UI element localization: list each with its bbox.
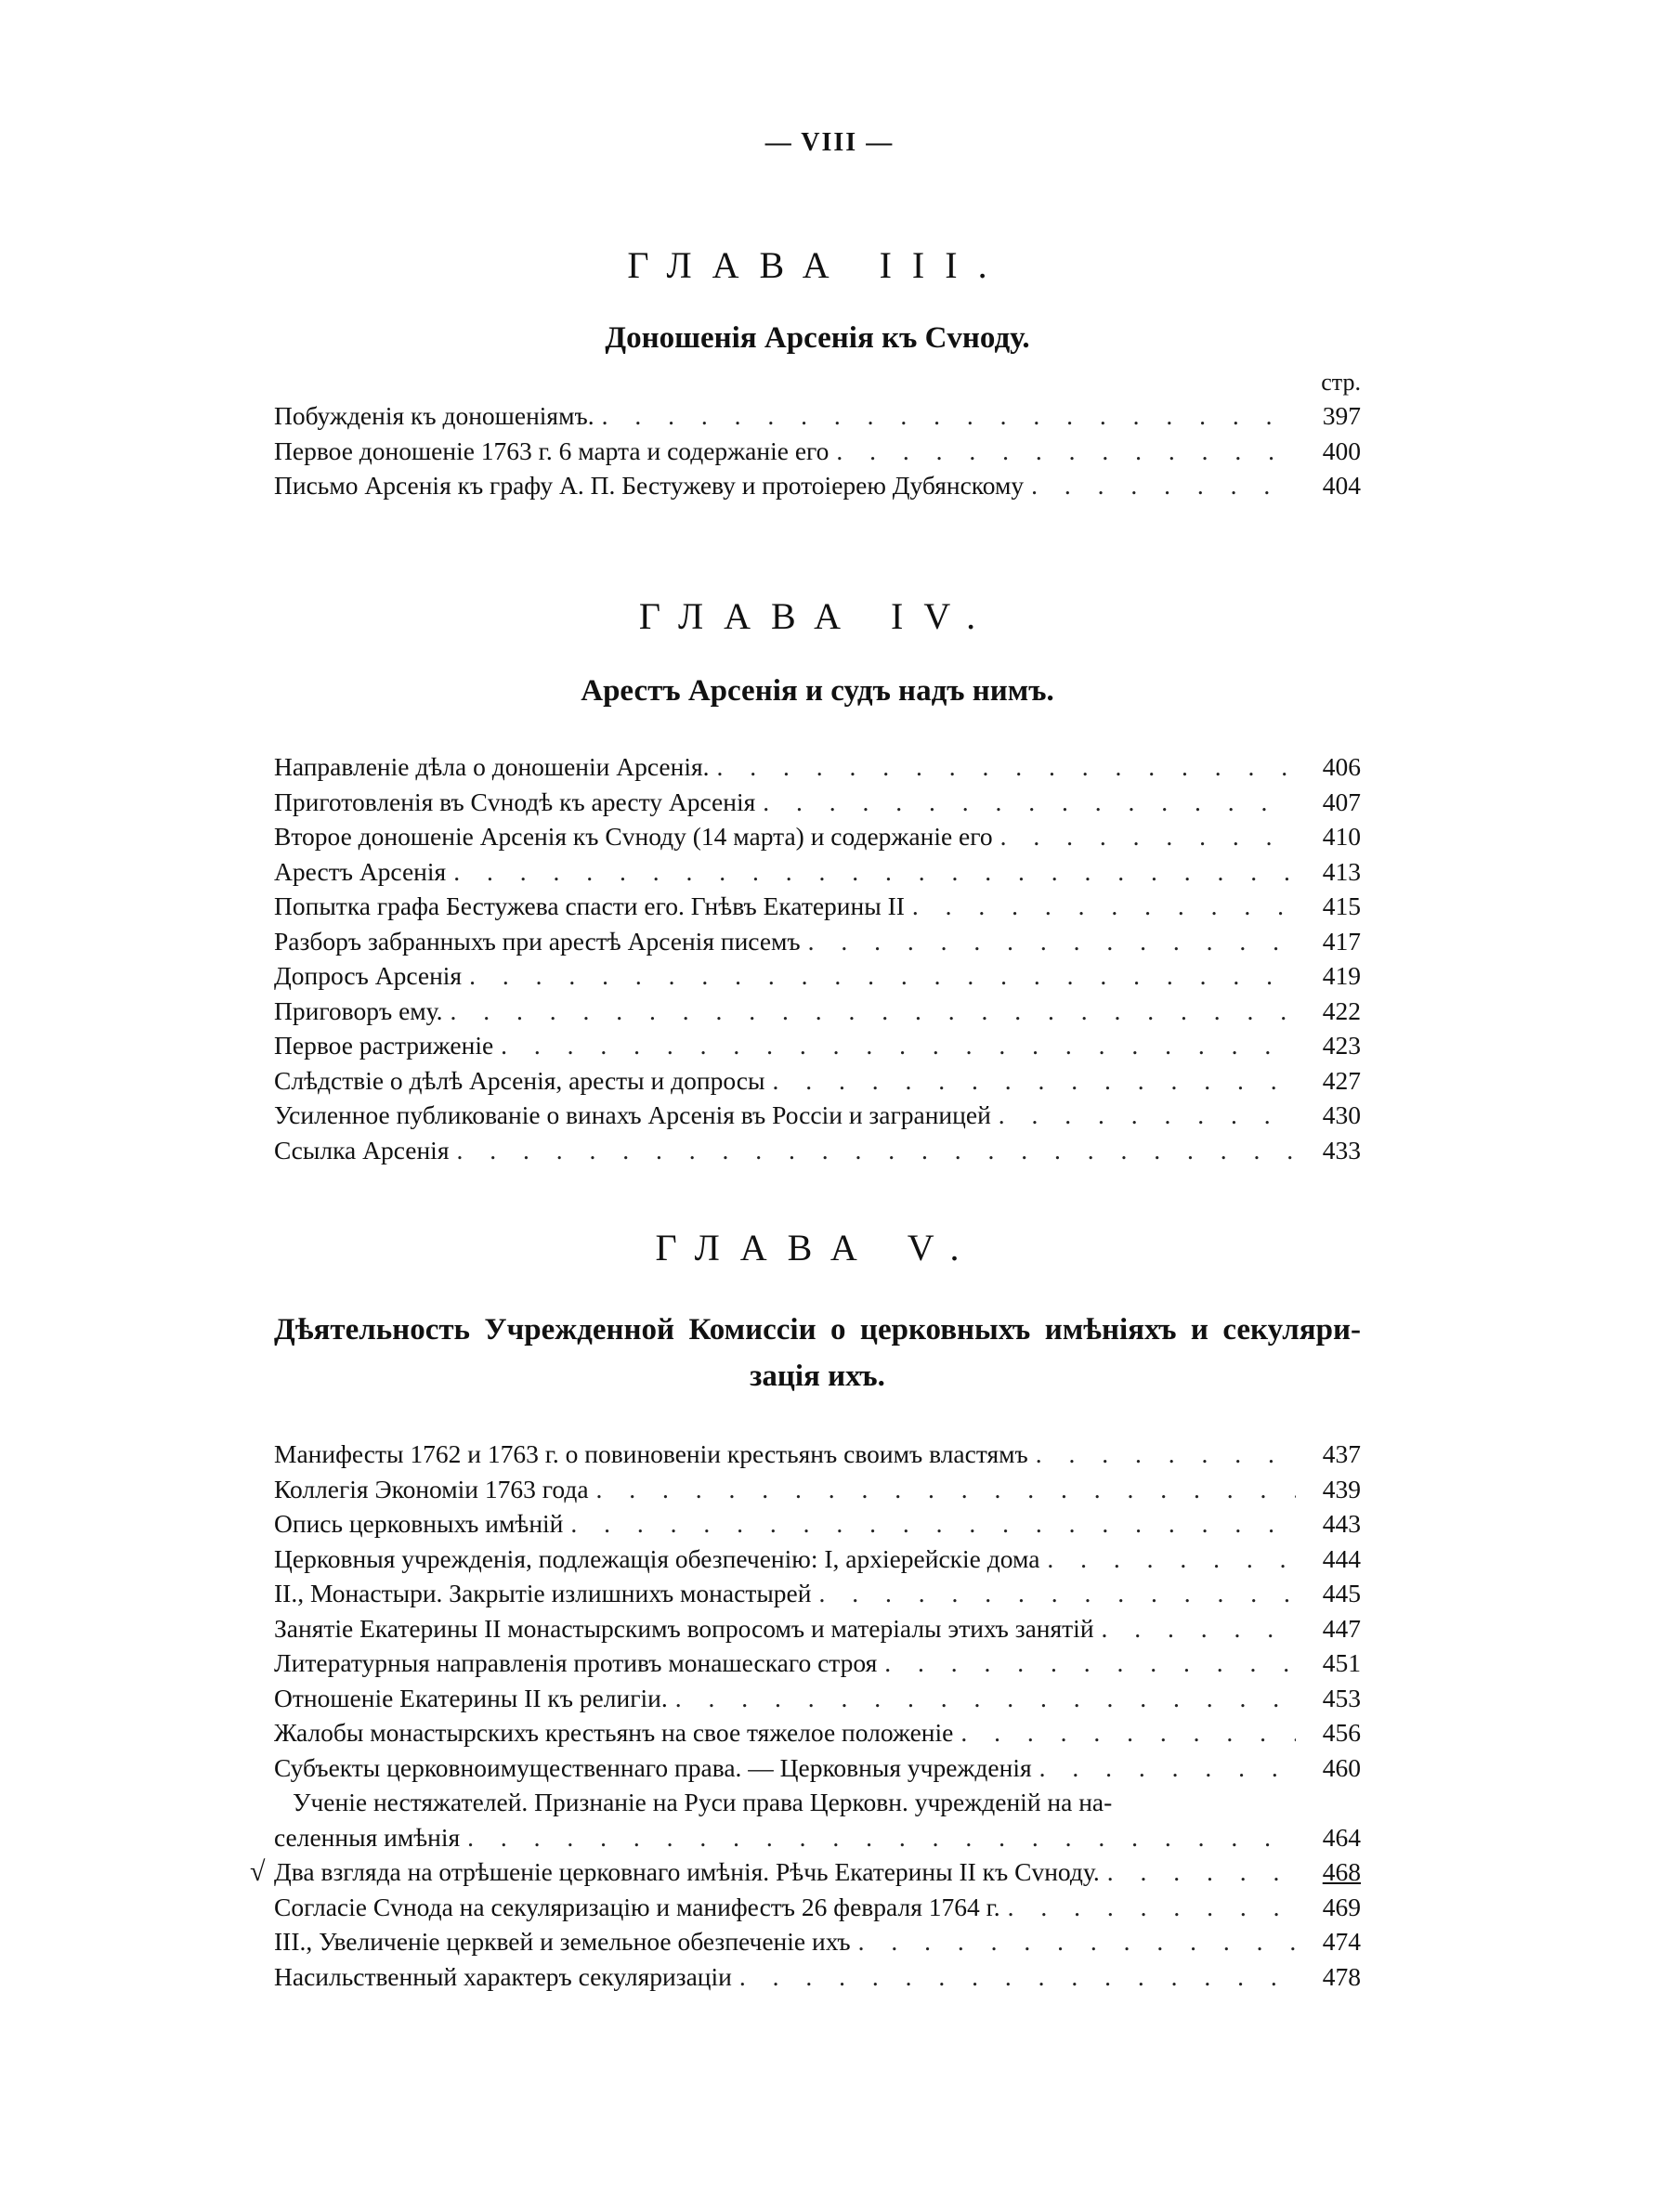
toc-entry-title: Попытка графа Бестужева спасти его. Гнѣвъ Екатерины II xyxy=(274,891,905,920)
toc-entry-title: Ссылка Арсенія xyxy=(274,1135,450,1165)
dot-leader xyxy=(991,1098,1296,1133)
toc-entry-title: Приготовленія въ Сvнодѣ къ аресту Арсенія xyxy=(274,787,756,816)
toc-entry xyxy=(274,1133,1361,1168)
toc-entry-page: 456 xyxy=(1322,1718,1361,1747)
toc-entry-title: Коллегія Экономіи 1763 года xyxy=(274,1474,589,1503)
chapter-title-continued: зація ихъ. xyxy=(750,1360,885,1393)
dot-leader xyxy=(829,434,1296,469)
toc-entry-title: Первое доношеніе 1763 г. 6 марта и содержаніе его xyxy=(274,436,830,465)
toc-entry-page: 406 xyxy=(1322,752,1361,781)
toc-entry xyxy=(274,1681,1361,1716)
dot-leader xyxy=(443,994,1296,1029)
chapter-4 xyxy=(274,594,1361,1167)
check-mark-icon: √ xyxy=(250,1856,266,1887)
dot-leader xyxy=(1100,1854,1296,1890)
dot-leader xyxy=(801,924,1296,959)
toc-entry-title: Приговоръ ему. xyxy=(274,995,443,1025)
dot-leader xyxy=(811,1576,1296,1611)
toc-entry xyxy=(274,468,1361,503)
dot-leader xyxy=(710,749,1297,785)
dot-leader xyxy=(993,819,1296,854)
toc-entry-page: 447 xyxy=(1322,1613,1361,1643)
toc-entry-page: 439 xyxy=(1322,1474,1361,1503)
page-number: — VIII — xyxy=(764,128,895,157)
toc-entry-page: 423 xyxy=(1322,1031,1361,1060)
toc-entry-title: Побужденія къ доношеніямъ. xyxy=(274,401,594,430)
toc-entry-title: Два взгляда на отрѣшеніе церковнаго имѣнія. Рѣчь Екатерины II къ Сvноду. xyxy=(274,1857,1100,1886)
toc-entry-page: 419 xyxy=(1322,961,1361,990)
chapter-heading: ГЛАВА IV. xyxy=(638,595,997,637)
dot-leader xyxy=(1000,1890,1296,1925)
toc-entry-title: Субъекты церковноимущественнаго права. — Церковныя учрежденія xyxy=(274,1752,1032,1782)
toc-entry xyxy=(274,1820,1361,1855)
toc-entry xyxy=(274,1924,1361,1959)
dot-leader xyxy=(462,958,1296,994)
toc-entry xyxy=(274,785,1361,820)
toc-entry-page: 444 xyxy=(1322,1543,1361,1573)
toc-entry xyxy=(274,1959,1361,1995)
toc-entry-page: 460 xyxy=(1322,1752,1361,1782)
toc-entry xyxy=(274,1576,1361,1611)
toc-list xyxy=(250,1437,1361,1994)
chapter-title: Арестъ Арсенія и судъ надъ нимъ. xyxy=(581,674,1054,708)
toc-entry-page: 397 xyxy=(1322,401,1361,430)
toc-list xyxy=(274,398,1361,503)
dot-leader xyxy=(1032,1750,1296,1786)
dot-leader xyxy=(563,1506,1296,1542)
toc-entry-page: 478 xyxy=(1322,1961,1361,1991)
toc-entry-title: Жалобы монастырскихъ крестьянъ на свое тяжелое положеніе xyxy=(274,1718,954,1747)
toc-entry-page: 415 xyxy=(1322,891,1361,920)
dot-leader xyxy=(449,1133,1296,1168)
toc-entry-page: 443 xyxy=(1322,1509,1361,1538)
toc-entry-page: 410 xyxy=(1322,822,1361,851)
toc-entry-page: 407 xyxy=(1322,787,1361,816)
toc-entry-title: Допросъ Арсенія xyxy=(274,961,463,990)
toc-entry-page: 464 xyxy=(1322,1822,1361,1852)
chapter-title: Доношенія Арсенія къ Сvноду. xyxy=(605,321,1030,355)
toc-entry-title: селенныя имѣнія xyxy=(274,1822,461,1852)
toc-entry xyxy=(274,1542,1361,1577)
chapter-heading: ГЛАВА V. xyxy=(655,1227,980,1269)
toc-entry xyxy=(274,398,1361,434)
toc-entry-page: 445 xyxy=(1322,1579,1361,1607)
chapter-5 xyxy=(250,1226,1361,1994)
toc-entry-title: Опись церковныхъ имѣній xyxy=(274,1509,564,1538)
toc-entry-title: Усиленное публикованіе о винахъ Арсенія въ Россіи и заграницей xyxy=(274,1100,991,1129)
toc-entry-page: 422 xyxy=(1322,995,1361,1025)
chapter-3 xyxy=(274,243,1361,503)
toc-entry-title: Разборъ забранныхъ при арестѣ Арсенія писемъ xyxy=(274,926,801,956)
toc-entry-title: II., Монастыри. Закрытіе излишнихъ монастырей xyxy=(274,1579,812,1607)
toc-entry-title: Арестъ Арсенія xyxy=(274,856,447,886)
dot-leader xyxy=(732,1959,1296,1995)
page-column-label: стр. xyxy=(1321,369,1361,396)
toc-entry-title: Литературныя направленія противъ монашескаго строя xyxy=(274,1648,878,1677)
toc-entry-title: Отношеніе Екатерины II къ религіи. xyxy=(274,1683,668,1712)
toc-entry xyxy=(274,1611,1361,1646)
toc-entry xyxy=(274,1472,1361,1507)
dot-leader xyxy=(877,1646,1296,1681)
dot-leader xyxy=(594,398,1296,434)
toc-entry xyxy=(274,1890,1361,1925)
toc-entry xyxy=(274,1028,1361,1063)
toc-entry-title: Насильственный характеръ секуляризаціи xyxy=(274,1961,732,1991)
toc-entry-page: 453 xyxy=(1322,1683,1361,1712)
dot-leader xyxy=(1094,1611,1296,1646)
dot-leader xyxy=(764,1063,1296,1099)
toc-entry xyxy=(250,1854,1361,1890)
toc-entry-page: 400 xyxy=(1322,436,1361,465)
dot-leader xyxy=(446,854,1296,890)
toc-entry-title: Направленіе дѣла о доношеніи Арсенія. xyxy=(274,752,710,781)
toc-entry-page: 474 xyxy=(1322,1927,1361,1956)
toc-entry-title: Манифесты 1762 и 1763 г. о повиновеніи крестьянъ своимъ властямъ xyxy=(274,1439,1028,1468)
toc-entry-page: 417 xyxy=(1322,926,1361,956)
toc-entry-title: III., Увеличеніе церквей и земельное обезпеченіе ихъ xyxy=(274,1927,851,1956)
toc-entry xyxy=(274,1098,1361,1133)
toc-entry xyxy=(274,889,1361,924)
toc-entry xyxy=(274,1750,1361,1786)
toc-entry-page: 468 xyxy=(1322,1857,1361,1886)
toc-entry-title: Первое растриженіе xyxy=(274,1031,494,1060)
toc-entry-title: Согласіе Сvнода на секуляризацію и манифестъ 26 февраля 1764 г. xyxy=(274,1892,1000,1921)
chapter-heading: ГЛАВА III. xyxy=(627,244,1008,286)
toc-entry-page: 404 xyxy=(1322,471,1361,500)
toc-entry-title: Занятіе Екатерины II монастырскимъ вопросомъ и матеріалы этихъ занятій xyxy=(274,1613,1094,1643)
toc-entry-page: 433 xyxy=(1322,1135,1361,1165)
toc-entry xyxy=(274,854,1361,890)
toc-entry xyxy=(274,749,1361,785)
toc-entry-title: Ученіе нестяжателей. Признаніе на Руси права Церковн. учрежденій на на- xyxy=(293,1788,1113,1816)
dot-leader xyxy=(755,785,1296,820)
toc-entry-page: 469 xyxy=(1322,1892,1361,1921)
dot-leader xyxy=(1028,1437,1296,1472)
dot-leader xyxy=(460,1820,1296,1855)
toc-entry xyxy=(274,958,1361,994)
toc-entry-page: 451 xyxy=(1322,1648,1361,1677)
toc-entry xyxy=(274,819,1361,854)
toc-entry-page: 413 xyxy=(1322,856,1361,886)
toc-entry-title: Второе доношеніе Арсенія къ Сvноду (14 марта) и содержаніе его xyxy=(274,822,993,851)
chapter-title: Дѣятельность Учрежденной Комиссіи о церковныхъ имѣніяхъ и секуляри- xyxy=(274,1313,1361,1347)
dot-leader xyxy=(851,1924,1296,1959)
toc-entry xyxy=(274,994,1361,1029)
toc-entry xyxy=(274,1715,1361,1750)
dot-leader xyxy=(1039,1542,1296,1577)
toc-entry-page: 427 xyxy=(1322,1065,1361,1095)
dot-leader xyxy=(953,1715,1296,1750)
toc-entry xyxy=(274,924,1361,959)
toc-entry xyxy=(274,1646,1361,1681)
dot-leader xyxy=(493,1028,1296,1063)
dot-leader xyxy=(1024,468,1296,503)
toc-entry xyxy=(274,1437,1361,1472)
toc-list xyxy=(274,749,1361,1167)
dot-leader xyxy=(905,889,1296,924)
toc-entry-page: 437 xyxy=(1322,1439,1361,1468)
toc-entry-title: Церковныя учрежденія, подлежащія обезпеченію: I, архіерейскіе дома xyxy=(274,1543,1040,1573)
toc-entry xyxy=(274,1506,1361,1542)
toc-entry xyxy=(274,1785,1361,1820)
toc-entry-title: Слѣдствіе о дѣлѣ Арсенія, аресты и допросы xyxy=(274,1065,765,1095)
toc-entry-title: Письмо Арсенія къ графу А. П. Бестужеву и протоіерею Дубянскому xyxy=(274,471,1025,500)
toc-entry xyxy=(274,434,1361,469)
dot-leader xyxy=(589,1472,1296,1507)
toc-entry-page: 430 xyxy=(1322,1100,1361,1129)
toc-entry xyxy=(274,1063,1361,1099)
dot-leader xyxy=(668,1681,1296,1716)
